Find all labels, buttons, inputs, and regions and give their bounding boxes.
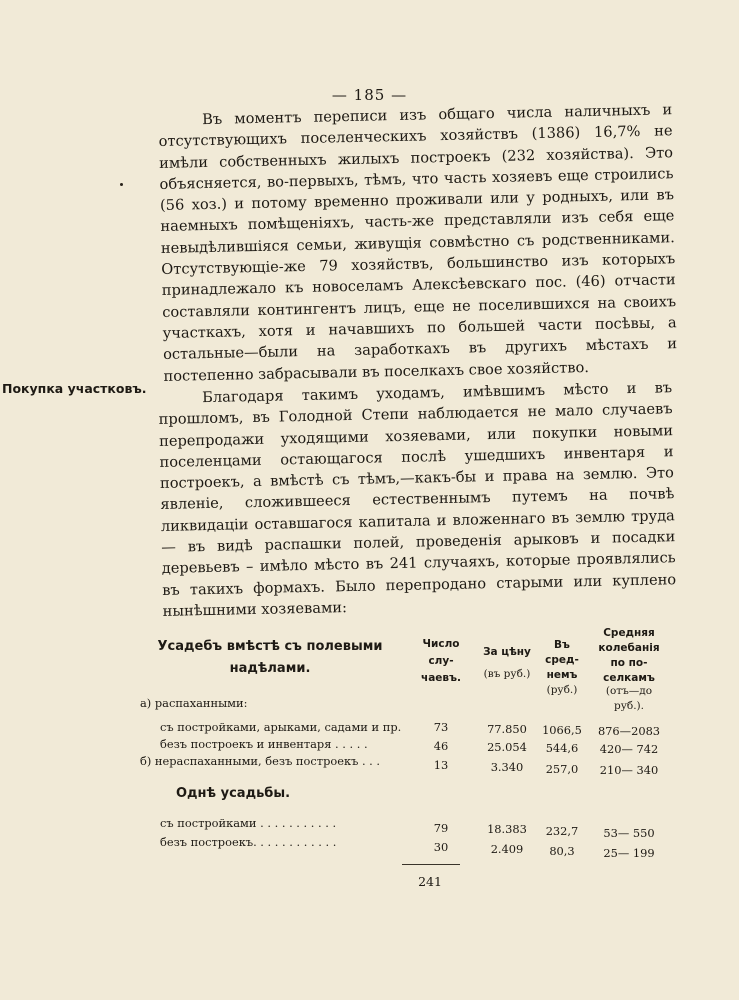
table-header-count: Число слу-чаевъ. (421, 638, 461, 684)
row-average: 232,7 (545, 824, 579, 838)
table-header-title: Усадебъ вмѣстѣ съ полевыми надѣлами. (157, 639, 383, 676)
paragraph-2 (158, 377, 677, 622)
row-average: 1066,5 (542, 723, 582, 737)
row-label: съ постройками . . . . . . . . . . . (160, 816, 337, 830)
row-range: 53— 550 (603, 826, 655, 840)
page-number: — 185 — (331, 86, 408, 104)
row-price: 77.850 (487, 722, 527, 736)
row-count: 46 (433, 739, 449, 753)
row-count: 13 (433, 758, 449, 772)
margin-mark (120, 183, 123, 186)
row-price: 18.383 (487, 822, 527, 836)
table-header-average-unit: (руб.) (546, 684, 578, 696)
paragraph-2-text: Благодаря такимъ уходамъ, имѣвшимъ мѣсто и въ прошломъ, въ Голодной Степи наблюдается не мало случаевъ перепродажи уходящими хозяевами, или покупки новыми поселенцами остающагося послѣ ушедшихъ инвентаря и построекъ, а вмѣстѣ съ тѣмъ,—какъ-бы и права на землю. Это явленіе, сложившееся естественнымъ путемъ на почвѣ ликвидаціи оставшагося капитала и вложеннаго въ землю труда — въ видѣ распашки полей, проведенія арыковъ и посадки деревьевъ – имѣло мѣсто въ 241 случаяхъ, которые проявлялись въ такихъ формахъ. Было перепродано старыми или куплено нынѣшними хозяевами: (158, 379, 677, 620)
row-price: 3.340 (490, 760, 524, 774)
row-price: 25.054 (487, 740, 527, 754)
paragraph-1-text: Въ моментъ переписи изъ общаго числа наличныхъ и отсутствующихъ поселенческихъ хозяйствъ (1386) 16,7% не имѣли собственныхъ жилыхъ построекъ (232 хозяйства). Это объясняется, во-первыхъ, тѣмъ, что часть хозяевъ еще строились (56 хоз.) и потому временно проживали или у родныхъ, или въ наемныхъ помѣщеніяхъ, часть-же представляли изъ себя еще невыдѣлившіяся семьи, живущія совмѣстно съ родственниками. Отсутствующіе-же 79 хозяйствъ, большинство изъ которыхъ принадлежало къ новоселамъ Алексѣевскаго пос. (46) отчасти составляли контингентъ лицъ, еще не поселившихся на своихъ участкахъ, хотя и начавшихъ по большей части посѣвы, а остальные—были на заработкахъ въ другихъ мѣстахъ и постепенно забрасывали въ поселкахъ свое хозяйство. (158, 101, 678, 385)
row-label: безъ построекъ и инвентаря . . . . . (160, 737, 368, 751)
row-label: съ постройками, арыками, садами и пр. (160, 720, 402, 734)
row-range: 876—2083 (597, 724, 661, 738)
table-header-range-unit: (отъ—до руб.). (605, 685, 653, 712)
total-rule (402, 864, 460, 865)
table-total: 241 (418, 874, 442, 889)
row-label: безъ построекъ. . . . . . . . . . . . (160, 835, 337, 849)
row-count: 73 (433, 720, 449, 734)
row-range: 420— 742 (599, 742, 659, 756)
table-header-price-unit: (въ руб.) (483, 668, 531, 680)
row-label: б) нераспаханными, безъ построекъ . . . (140, 754, 381, 768)
table-header-average: Въ сред-немъ (545, 639, 579, 681)
table-header-price: За цѣну (483, 646, 531, 658)
row-average: 257,0 (545, 762, 579, 776)
paragraph-1 (158, 99, 678, 387)
table-header-range: Средняя колебанія по по-селкамъ (598, 627, 660, 684)
row-count: 30 (433, 840, 449, 854)
side-heading: Покупка участковъ. (2, 381, 147, 396)
group-a-label: а) распаханными: (140, 696, 248, 710)
group-2-title: Однѣ усадьбы. (176, 786, 291, 801)
row-price: 2.409 (490, 842, 524, 856)
row-range: 210— 340 (599, 763, 659, 777)
row-range: 25— 199 (603, 846, 655, 860)
row-count: 79 (433, 821, 449, 835)
row-average: 544,6 (545, 741, 579, 755)
row-average: 80,3 (549, 844, 575, 858)
